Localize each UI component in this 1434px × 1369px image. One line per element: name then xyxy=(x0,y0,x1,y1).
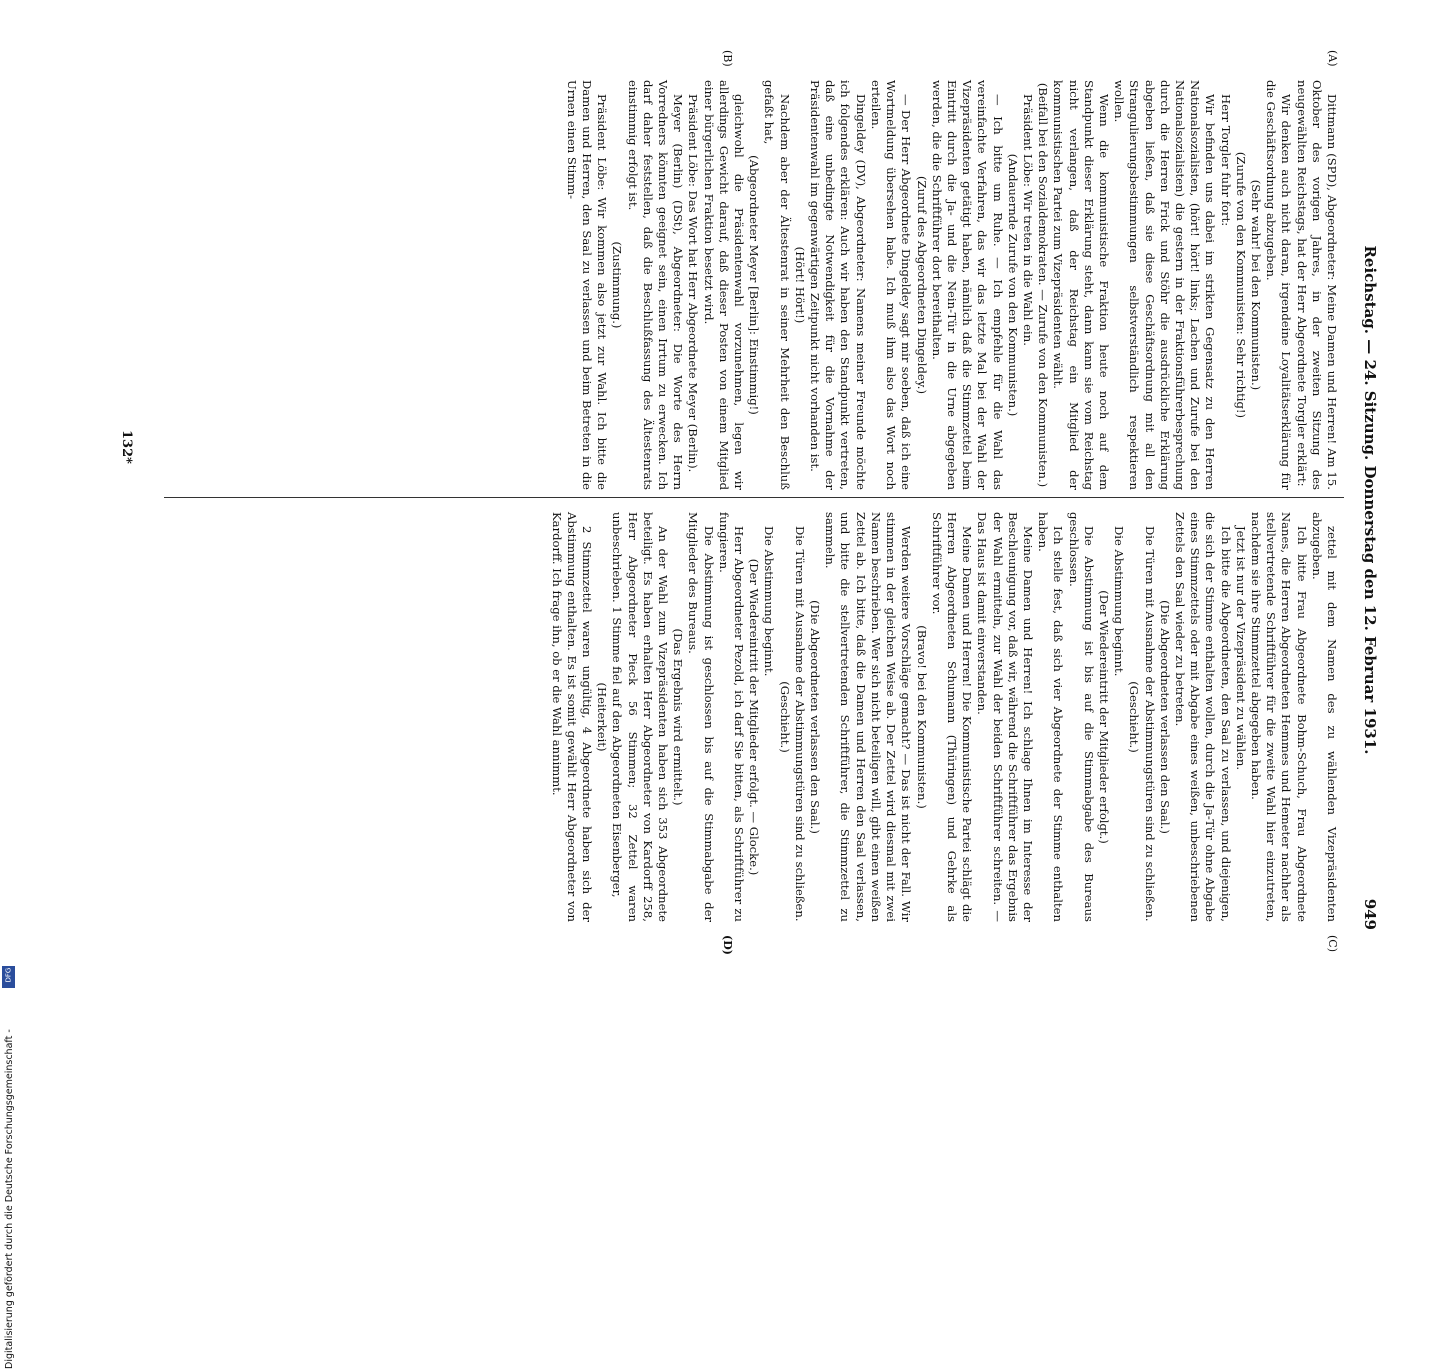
paragraph: Die Türen mit Ausnahme der Abstimmungstüren sind zu schließen. xyxy=(1142,526,1157,922)
page-header xyxy=(1355,70,1379,930)
paragraph: Meine Damen und Herren! Die Kommunistische Partei schlägt die Herren Abgeordneten Schumann (Thüringen) und Gehrke als Schriftführer vor. xyxy=(929,512,975,922)
column-divider xyxy=(164,497,1344,498)
right-column xyxy=(548,512,1339,922)
dfg-logo xyxy=(2,966,15,988)
paragraph: (Bravo! bei den Kommunisten.) xyxy=(914,625,929,809)
margin-mark-a: (A) xyxy=(1326,50,1339,67)
paragraph: Jetzt ist nur der Vizepräsident zu wählen. xyxy=(1233,526,1248,771)
printer-signature: 132* xyxy=(119,430,134,464)
page-header-title: Reichstag. — 24. Sitzung. Donnerstag den 12. Februar 1931. xyxy=(1361,245,1379,755)
paragraph: Präsident Löbe: Wir kommen also jetzt zur Wahl. Ich bitte die Damen und Herren, den Saal zu verlassen und beim Betreten in die Urnen einen Stimm- xyxy=(564,80,610,490)
paragraph: (Der Wiedereintritt der Mitglieder erfolgt.) xyxy=(1096,590,1111,844)
paragraph: Werden weitere Vorschläge gemacht? — Das ist nicht der Fall. Wir stimmen in der gleichen Weise ab. Der Zettel wird diesmal mit zwei Namen beschrieben. Wer sich nicht beteiligen will, gibt einen weißen Zettel ab. Ich bitte, daß die Damen und Herren den Saal verlassen, und bitte die stellvertretenden Schriftführer, die Stimmzettel zu sammeln. xyxy=(823,512,914,922)
paragraph: (Das Ergebnis wird ermittelt.) xyxy=(671,628,686,806)
paragraph: Herr Abgeordneter Pezold, ich darf Sie bitten, als Schriftführer zu fungieren. xyxy=(716,512,747,922)
paragraph: Die Abstimmung beginnt. xyxy=(1112,526,1127,677)
paragraph: (Geschieht.) xyxy=(777,681,792,753)
paragraph: Herr Torgler fuhr fort: xyxy=(1218,94,1233,227)
page-number: 949 xyxy=(1361,898,1379,930)
paragraph: (Abgeordneter Meyer [Berlin]: Einstimmig!) xyxy=(747,155,762,415)
paragraph: Präsident Löbe: Das Wort hat Herr Abgeordnete Meyer (Berlin). xyxy=(686,94,701,473)
paragraph: Die Türen mit Ausnahme der Abstimmungstüren sind zu schließen. xyxy=(792,526,807,922)
digitization-credit xyxy=(4,600,15,1369)
paragraph: Ich stelle fest, daß sich vier Abgeordnete der Stimme enthalten haben. xyxy=(1036,512,1066,922)
margin-mark-d: (D) xyxy=(721,935,734,955)
paragraph: Dittmann (SPD), Abgeordneter: Meine Damen und Herren! Am 15. Oktober des vorigen Jahres, in der zweiten Sitzung des neugewählten Reichstags, hat der Herr Abgeordnete Torgler erklärt: xyxy=(1294,80,1339,490)
paragraph: gleichwohl die Präsidentenwahl vorzunehmen, legen wir allerdings Gewicht darauf, daß dieser Posten von einem Mitglied einer bürgerlichen Fraktion besetzt wird. xyxy=(701,80,747,490)
dfg-logo-text: DFG xyxy=(4,967,13,983)
paragraph: Wir befinden uns dabei im strikten Gegensatz zu den Herren Nationalsozialisten, (hört! hört! links; Lachen und Zurufe bei den Nationalsozialisten) die gestern in der Fraktionsführerbesprechung durch die Herren Frick und Stöhr die ausdrückliche Erklärung abgeben ließen, daß sie diese Geschäftsordnung mit all den Strangulierungsbestimmungen selbstverständlich respektieren wollen. xyxy=(1112,80,1218,490)
paragraph: Dingeldey (DV), Abgeordneter: Namens meiner Freunde möchte ich folgendes erklären: Auch wir haben den Standpunkt vertreten, daß eine unbedingte Notwendigkeit für die Vornahme der Präsidentenwahl im gegenwärtigen Zeitpunkt nicht vorhanden ist. xyxy=(808,80,868,490)
paragraph: Meine Damen und Herren! Ich schlage Ihnen im Interesse der Beschleunigung vor, daß wir, während die Schriftführer das Ergebnis der Wahl ermitteln, zur Wahl der beiden Schriftführer schreiten. — Das Haus ist damit einverstanden. xyxy=(975,512,1035,922)
paragraph: (Beifall bei den Sozialdemokraten. — Zurufe von den Kommunisten.) xyxy=(1036,82,1051,488)
paragraph: Ich bitte die Abgeordneten, den Saal zu verlassen, und diejenigen, die sich der Stimme enthalten wollen, durch die Ja-Tür ohne Abgabe eines Stimmzettels oder mit Abgabe eines weißen, unbeschriebenen Zettels den Saal wieder zu betreten. xyxy=(1172,512,1233,922)
margin-mark-b: (B) xyxy=(721,50,734,67)
credit-text: Digitalisierung gefördert durch die Deutsche Forschungsgemeinschaft - xyxy=(4,1029,15,1369)
paragraph: Ich bitte Frau Abgeordnete Bohm-Schuch, Frau Abgeordnete Nanes, die Herren Abgeordneten Hemmes und Hemeter nachher als stellvertretende Schriftführer für die zweite Wahl hier einzutreten, nachdem sie ihre Stimmzettel abgegeben haben. xyxy=(1248,512,1309,922)
paragraph: Die Abstimmung ist bis auf die Stimmabgabe des Bureaus geschlossen. xyxy=(1066,512,1096,922)
paragraph: (Hört! Hört!) xyxy=(792,246,807,324)
paragraph: (Geschieht.) xyxy=(1127,681,1142,753)
paragraph: — Ich bitte um Ruhe. — Ich empfehle für die Wahl das vereinfachte Verfahren, das wir das letzte Mal bei der Wahl der Vizepräsidenten getätigt haben, nämlich daß die Stimmzettel beim Eintritt durch die Ja- und die Nein-Tür in die Urne abgegeben werden, die die Schriftführer dort bereithalten. xyxy=(929,80,1005,490)
paragraph: (Der Wiedereintritt der Mitglieder erfolgt. — Glocke.) xyxy=(747,558,762,876)
paragraph: An der Wahl zum Vizepräsidenten haben sich 353 Abgeordnete beteiligt. Es haben erhalten Herr Abgeordneter von Kardorff 258, Herr Abgeordneter Pieck 56 Stimmen; 32 Zettel waren unbeschrieben. 1 Stimme fiel auf den Abgeordneten Eisenberger, xyxy=(610,512,671,922)
paragraph: Die Abstimmung ist geschlossen bis auf die Stimmabgabe der Mitglieder des Bureaus. xyxy=(686,512,716,922)
paragraph: (Sehr wahr! bei den Kommunisten.) xyxy=(1248,179,1263,391)
paragraph: Wir denken auch nicht daran, irgendeine Loyalitätserklärung für die Geschäftsordnung abzugeben. xyxy=(1264,80,1294,490)
paragraph: (Die Abgeordneten verlassen den Saal.) xyxy=(808,600,823,834)
paragraph: Meyer (Berlin) (DSt), Abgeordneter: Die Worte des Herrn Vorredners könnten geeignet sein, einen Irrtum zu erwecken. Ich darf daher feststellen, daß die Beschlußfassung des Ältestenrats einstimmig erfolgt ist. xyxy=(625,80,686,490)
paragraph: 2 Stimmzettel waren ungültig, 4 Abgeordnete haben sich der Abstimmung enthalten. Es ist somit gewählt Herr Abgeordneter von Kardorff. Ich frage ihn, ob er die Wahl annimmt. xyxy=(549,512,595,922)
paragraph: (Zurufe von den Kommunisten: Sehr richtig!) xyxy=(1233,151,1248,419)
paragraph: (Heiterkeit) xyxy=(595,682,610,752)
paragraph: Wenn die kommunistische Fraktion heute noch auf dem Standpunkt dieser Erklärung steht, dann kann sie vom Reichstag nicht verlangen, daß der Reichstag ein Mitglied der kommunistischen Partei zum Vizepräsidenten wählt. xyxy=(1051,80,1111,490)
left-column xyxy=(564,80,1339,490)
paragraph: Die Abstimmung beginnt. xyxy=(762,526,777,677)
paragraph: (Zuruf des Abgeordneten Dingeldey.) xyxy=(914,176,929,394)
paragraph: (Zustimmung.) xyxy=(610,241,625,329)
margin-mark-c: (C) xyxy=(1326,935,1339,952)
paragraph: Präsident Löbe: Wir treten in die Wahl ein. xyxy=(1020,94,1035,346)
paragraph: Nachdem aber der Ältestenrat in seiner Mehrheit den Beschluß gefaßt hat, xyxy=(762,80,792,490)
paragraph: (Andauernde Zurufe von den Kommunisten.) xyxy=(1005,153,1020,417)
paragraph: (Die Abgeordneten verlassen den Saal.) xyxy=(1157,600,1172,834)
paragraph: — Der Herr Abgeordnete Dingeldey sagt mir soeben, daß ich eine Wortmeldung übersehen habe. Ich muß ihm also das Wort noch erteilen. xyxy=(868,80,914,490)
paragraph: zettel mit dem Namen des zu wählenden Vizepräsidenten abzugeben. xyxy=(1309,512,1339,922)
